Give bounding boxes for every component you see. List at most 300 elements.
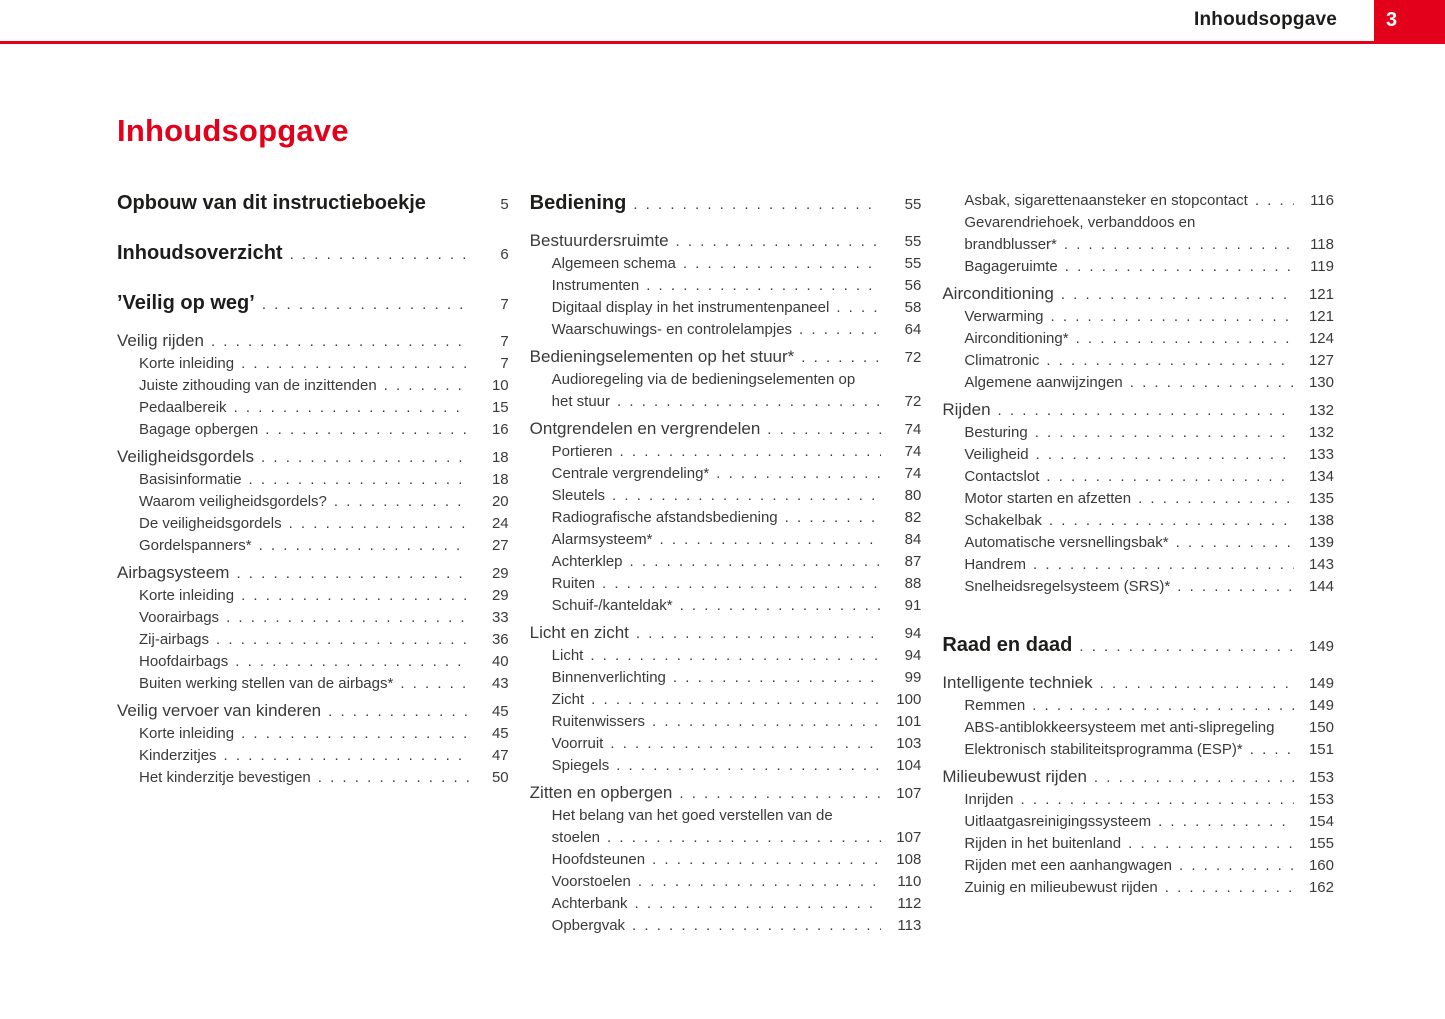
toc-entry-row (552, 645, 922, 667)
toc-entry-page: 55 (904, 196, 922, 213)
dot-leader (610, 733, 881, 755)
toc-entry-label: Buiten werking stellen van de airbags* (139, 675, 394, 692)
toc-entry (117, 562, 509, 585)
toc-entry-label: het stuur (551, 393, 611, 410)
toc-entry-row (117, 240, 509, 268)
toc-entry-page: 80 (904, 487, 922, 504)
toc-entry (942, 372, 1334, 394)
dot-leader (1064, 234, 1294, 256)
toc-entry (942, 554, 1334, 576)
toc-entry-label: Besturing (964, 424, 1028, 441)
dot-leader (1046, 466, 1294, 488)
toc-entry-row (139, 607, 509, 629)
toc-entry-row (964, 739, 1334, 761)
toc-entry-page: 18 (491, 471, 509, 488)
toc-entry-label: Bedieningselementen op het stuur* (529, 347, 795, 366)
toc-entry-page: 113 (897, 917, 922, 934)
dot-leader (785, 507, 882, 529)
toc-entry-row (964, 350, 1334, 372)
toc-entry (530, 915, 922, 937)
toc-entry (117, 607, 509, 629)
toc-entry (530, 253, 922, 275)
toc-entry (117, 446, 509, 469)
toc-entry (530, 275, 922, 297)
toc-entry-page: 132 (1308, 424, 1334, 441)
toc-entry-label: Airconditioning (942, 284, 1054, 303)
toc-entry (942, 510, 1334, 532)
page-title: Inhoudsopgave (117, 113, 349, 148)
toc-entry-page: 149 (1308, 697, 1334, 714)
toc-entry-label: Schakelbak (964, 512, 1042, 529)
toc-entry-label: Elektronisch stabiliteitsprogramma (ESP)* (964, 741, 1243, 758)
toc-entry-row (964, 444, 1334, 466)
toc-entry-label: Korte inleiding (139, 725, 235, 742)
toc-entry-row (139, 585, 509, 607)
toc-entry-page: 82 (904, 509, 922, 526)
toc-entry (942, 766, 1334, 789)
dot-leader (1128, 833, 1294, 855)
toc-entry-page: 33 (491, 609, 509, 626)
toc-entry-label: Rijden met een aanhangwagen (964, 857, 1172, 874)
toc-entry (942, 576, 1334, 598)
toc-entry-page: 139 (1308, 534, 1334, 551)
toc-entry-page: 100 (896, 691, 922, 708)
toc-entry-page: 87 (904, 553, 922, 570)
toc-entry (942, 632, 1334, 660)
toc-entry-label: Binnenverlichting (551, 669, 666, 686)
toc-entry-row (942, 632, 1334, 660)
toc-entry-page: 149 (1308, 638, 1334, 655)
toc-entry-label: Gevarendriehoek, verbanddoos en (964, 214, 1196, 231)
toc-entry-page: 153 (1308, 791, 1334, 808)
dot-leader (1100, 673, 1294, 695)
dot-leader (836, 297, 881, 319)
toc-entry-page: 124 (1308, 330, 1334, 347)
toc-entry (942, 256, 1334, 278)
toc-entry (117, 240, 509, 268)
toc-entry-label: Voorstoelen (551, 873, 631, 890)
dot-leader (1165, 877, 1294, 899)
toc-entry-row (964, 576, 1334, 598)
toc-entry-page: 88 (904, 575, 922, 592)
toc-entry-page: 108 (896, 851, 922, 868)
toc-entry-label: ABS-antiblokkeersysteem met anti-slipregeling (964, 719, 1275, 736)
toc-entry-page: 130 (1308, 374, 1334, 391)
toc-entry (942, 444, 1334, 466)
toc-entry-label: Spiegels (551, 757, 610, 774)
toc-entry-page: 55 (904, 233, 922, 250)
dot-leader (289, 513, 469, 535)
dot-leader (636, 623, 881, 645)
toc-entry-row (964, 372, 1334, 394)
toc-entry-label: Juiste zithouding van de inzittenden (139, 377, 377, 394)
toc-entry (530, 711, 922, 733)
dot-leader (652, 711, 881, 733)
toc-entry-page: 64 (904, 321, 922, 338)
toc-entry-row (942, 766, 1334, 789)
toc-entry-page: 74 (904, 465, 922, 482)
toc-entry (117, 419, 509, 441)
toc-entry-label: Licht en zicht (529, 623, 629, 642)
toc-entry (117, 535, 509, 557)
toc-entry-label: Veilig rijden (117, 331, 204, 350)
dot-leader (683, 253, 881, 275)
toc-entry-row (942, 283, 1334, 306)
toc-entry (942, 350, 1334, 372)
toc-entry-page: 10 (491, 377, 509, 394)
toc-column-2 (530, 190, 922, 937)
toc-entry-page: 138 (1308, 512, 1334, 529)
toc-entry-row (139, 767, 509, 789)
toc-entry-row (530, 622, 922, 645)
toc-entry-row (552, 893, 922, 915)
toc-entry-label: brandblusser* (964, 236, 1057, 253)
toc-entry (942, 422, 1334, 444)
toc-entry-label: Zitten en opbergen (529, 783, 673, 802)
toc-entry-page: 72 (904, 393, 922, 410)
dot-leader (1176, 532, 1294, 554)
toc-entry-label: Asbak, sigarettenaansteker en stopcontact (964, 192, 1248, 209)
toc-entry-label: Contactslot (964, 468, 1040, 485)
dot-leader (241, 585, 469, 607)
dot-leader (633, 192, 881, 218)
toc-entry (942, 789, 1334, 811)
toc-entry-row (964, 488, 1334, 510)
toc-entry-page: 94 (904, 647, 922, 664)
toc-entry (942, 212, 1334, 256)
toc-entry-label: Hoofdairbags (139, 653, 229, 670)
toc-entry-label: Inrijden (964, 791, 1014, 808)
dot-leader (241, 353, 469, 375)
toc-entry-row (964, 466, 1334, 488)
toc-entry-row (139, 723, 509, 745)
dot-leader (226, 607, 469, 629)
toc-entry-page: 103 (896, 735, 922, 752)
toc-entry (942, 811, 1334, 833)
toc-entry-page: 47 (491, 747, 509, 764)
toc-entry-label: Gordelspanners* (139, 537, 252, 554)
toc-entry-row (964, 789, 1334, 811)
toc-entry-page: 153 (1308, 769, 1334, 786)
dot-leader (998, 400, 1294, 422)
toc-entry-row (964, 877, 1334, 899)
toc-entry-page: 56 (904, 277, 922, 294)
toc-entry (942, 399, 1334, 422)
toc-entry-row (139, 491, 509, 513)
dot-leader (1051, 306, 1294, 328)
dot-leader (1049, 510, 1294, 532)
toc-entry-page: 121 (1308, 308, 1334, 325)
dot-leader (290, 242, 469, 268)
dot-leader (590, 645, 881, 667)
toc-entry (117, 353, 509, 375)
toc-entry (530, 418, 922, 441)
dot-leader (224, 745, 469, 767)
toc-entry-label: Snelheidsregelsysteem (SRS)* (964, 578, 1171, 595)
dot-leader (334, 491, 469, 513)
toc-entry-label: Rijden in het buitenland (964, 835, 1122, 852)
toc-entry (530, 893, 922, 915)
dot-leader (620, 441, 882, 463)
toc-entry (530, 595, 922, 617)
toc-entry (942, 466, 1334, 488)
toc-entry-label: Ontgrendelen en vergrendelen (529, 419, 761, 438)
toc-entry-label: Opbergvak (551, 917, 626, 934)
toc-entry-label: Ruiten (551, 575, 596, 592)
toc-entry-row (964, 554, 1334, 576)
toc-entry-label: Bestuurdersruimte (529, 231, 669, 250)
toc-entry (530, 689, 922, 711)
toc-entry-row (117, 446, 509, 469)
toc-entry-page: 118 (1310, 236, 1334, 253)
toc-entry-label: stoelen (551, 829, 601, 846)
toc-entry-label: Airbagsysteem (117, 563, 230, 582)
dot-leader (617, 391, 881, 413)
toc-entry (942, 488, 1334, 510)
toc-entry (530, 551, 922, 573)
toc-entry-label: Veilig vervoer van kinderen (117, 701, 322, 720)
toc-entry-page: 160 (1308, 857, 1334, 874)
dot-leader (1094, 767, 1294, 789)
toc-entry (942, 672, 1334, 695)
toc-entry (942, 532, 1334, 554)
page-number-box (1374, 0, 1445, 41)
toc-entry-row (964, 811, 1334, 833)
toc-entry-label: Veiligheid (964, 446, 1029, 463)
toc-entry-row (139, 397, 509, 419)
toc-entry-row (964, 695, 1334, 717)
toc-entry (530, 463, 922, 485)
toc-entry-label: Algemene aanwijzingen (964, 374, 1123, 391)
toc-entry-row (139, 651, 509, 673)
dot-leader (400, 673, 468, 695)
toc-entry-row (552, 595, 922, 617)
toc-entry-row (139, 629, 509, 651)
toc-entry-page: 149 (1308, 675, 1334, 692)
dot-leader (591, 689, 881, 711)
toc-entry-page: 72 (904, 349, 922, 366)
dot-leader (1255, 190, 1294, 212)
toc-entry-page: 45 (491, 703, 509, 720)
toc-entry-label: Handrem (964, 556, 1027, 573)
toc-entry-page: 162 (1308, 879, 1334, 896)
dot-leader (801, 347, 881, 369)
toc-entry-page: 58 (904, 299, 922, 316)
toc-entry-row (530, 418, 922, 441)
toc-entry (530, 667, 922, 689)
toc-entry (530, 485, 922, 507)
toc-entry (530, 622, 922, 645)
toc-entry-page: 7 (500, 333, 509, 350)
toc-entry-label: Remmen (964, 697, 1026, 714)
toc-entry (117, 629, 509, 651)
dot-leader (265, 419, 468, 441)
toc-entry (530, 369, 922, 413)
toc-entry-label: Automatische versnellingsbak* (964, 534, 1169, 551)
toc-entry-row (552, 253, 922, 275)
toc-entry-row (552, 485, 922, 507)
toc-entry-label: Pedaalbereik (139, 399, 227, 416)
toc-entry-label: Waarom veiligheidsgordels? (139, 493, 327, 510)
page-header (0, 0, 1445, 44)
toc-entry-row (117, 700, 509, 723)
toc-entry-label: Kinderzitjes (139, 747, 217, 764)
toc-entry-page: 151 (1308, 741, 1334, 758)
toc-entry-label: Korte inleiding (139, 587, 235, 604)
dot-leader (259, 535, 469, 557)
dot-leader (211, 331, 469, 353)
toc-entry-row (942, 399, 1334, 422)
toc-entry-label: Voorairbags (139, 609, 220, 626)
toc-entry-page: 107 (896, 829, 922, 846)
toc-entry-page: 29 (491, 565, 509, 582)
dot-leader (1065, 256, 1294, 278)
toc-entry (117, 673, 509, 695)
toc-entry (530, 230, 922, 253)
toc-entry-page: 110 (897, 873, 922, 890)
toc-entry-label: Centrale vergrendeling* (551, 465, 710, 482)
toc-entry-label: Hoofdsteunen (551, 851, 646, 868)
toc-entry (530, 573, 922, 595)
toc-entry-row (552, 827, 922, 849)
toc-entry-page: 135 (1308, 490, 1334, 507)
toc-entry-row (964, 855, 1334, 877)
dot-leader (1036, 444, 1294, 466)
toc-entry (530, 346, 922, 369)
toc-entry-page: 6 (500, 246, 509, 263)
toc-entry-page: 101 (896, 713, 922, 730)
dot-leader (1032, 695, 1294, 717)
toc-entry (117, 700, 509, 723)
dot-leader (384, 375, 469, 397)
toc-entry-label: Korte inleiding (139, 355, 235, 372)
toc-entry (942, 877, 1334, 899)
toc-entry-page: 36 (491, 631, 509, 648)
toc-entry (942, 717, 1334, 739)
toc-entry-label: Milieubewust rijden (942, 767, 1087, 786)
toc-entry-page: 24 (491, 515, 509, 532)
toc-entry-page: 144 (1308, 578, 1334, 595)
toc-entry-row (552, 297, 922, 319)
toc-entry-label: Schuif-/kanteldak* (551, 597, 673, 614)
dot-leader (1158, 811, 1294, 833)
dot-leader (676, 231, 882, 253)
toc-entry (530, 190, 922, 218)
toc-entry (530, 297, 922, 319)
dot-leader (261, 447, 469, 469)
toc-entry-page: 7 (500, 355, 509, 372)
toc-entry-label: Zicht (551, 691, 585, 708)
toc-entry-row (552, 441, 922, 463)
dot-leader (1079, 634, 1294, 660)
toc-entry (117, 585, 509, 607)
toc-entry-page: 5 (500, 196, 509, 213)
toc-entry (942, 306, 1334, 328)
toc-entry-label: De veiligheidsgordels (139, 515, 282, 532)
toc-entry-label: Radiografische afstandsbediening (551, 509, 778, 526)
dot-leader (767, 419, 881, 441)
toc-entry-row (139, 469, 509, 491)
dot-leader (328, 701, 469, 723)
toc-entry (942, 190, 1334, 212)
toc-entry-page: 91 (904, 597, 922, 614)
toc-entry-row (552, 529, 922, 551)
toc-entry-row (964, 717, 1334, 739)
toc-entry-row (552, 667, 922, 689)
dot-leader (1179, 855, 1294, 877)
toc-entry (117, 651, 509, 673)
toc-entry-label: Verwarming (964, 308, 1044, 325)
dot-leader (630, 551, 882, 573)
toc-entry-label: Basisinformatie (139, 471, 242, 488)
toc-entry-page: 16 (491, 421, 509, 438)
toc-entry-row (530, 782, 922, 805)
toc-entry-row (552, 463, 922, 485)
dot-leader (1138, 488, 1294, 510)
toc-entry-label: Alarmsysteem* (551, 531, 653, 548)
toc-entry-label: Bediening (529, 192, 627, 214)
toc-entry-page: 45 (491, 725, 509, 742)
toc-entry (117, 330, 509, 353)
dot-leader (1046, 350, 1294, 372)
dot-leader (1021, 789, 1294, 811)
dot-leader (632, 915, 881, 937)
toc-entry-row (139, 375, 509, 397)
toc-entry-row (552, 391, 922, 413)
dot-leader (1076, 328, 1294, 350)
toc-entry-label: ’Veilig op weg’ (117, 292, 255, 314)
toc-entry-label: Intelligente techniek (942, 673, 1093, 692)
toc-entry (942, 833, 1334, 855)
dot-leader (1035, 422, 1294, 444)
toc-entry-row (964, 234, 1334, 256)
dot-leader (716, 463, 881, 485)
toc-entry-page: 143 (1308, 556, 1334, 573)
toc-entry-label: Climatronic (964, 352, 1040, 369)
toc-column-3 (942, 190, 1334, 899)
toc-entry (942, 283, 1334, 306)
toc-entry-row (552, 551, 922, 573)
toc-entry (117, 513, 509, 535)
toc-entry-page: 27 (491, 537, 509, 554)
toc-entry-label: Algemeen schema (551, 255, 676, 272)
toc-entry-page: 132 (1308, 402, 1334, 419)
toc-entry-row (139, 745, 509, 767)
toc-entry-row (139, 513, 509, 535)
dot-leader (236, 563, 468, 585)
toc-entry-page: 29 (491, 587, 509, 604)
toc-entry-page: 43 (491, 675, 509, 692)
toc-entry-row (530, 346, 922, 369)
dot-leader (612, 485, 881, 507)
dot-leader (249, 469, 469, 491)
toc-entry-label: Het kinderzitje bevestigen (139, 769, 311, 786)
toc-entry-row (552, 319, 922, 341)
toc-entry-label: Zij-airbags (139, 631, 210, 648)
toc-entry-label: Achterbank (551, 895, 628, 912)
toc-entry-label: Rijden (942, 400, 991, 419)
toc-entry-label: Digitaal display in het instrumentenpaneel (551, 299, 830, 316)
toc-entry-label: Licht (551, 647, 584, 664)
toc-entry-label: Achterklep (551, 553, 623, 570)
toc-entry (117, 745, 509, 767)
dot-leader (602, 573, 881, 595)
toc-entry-page: 121 (1308, 286, 1334, 303)
toc-entry-row (139, 673, 509, 695)
toc-entry-page: 119 (1310, 258, 1334, 275)
running-header-title: Inhoudsopgave (1194, 9, 1337, 30)
toc-entry (117, 375, 509, 397)
